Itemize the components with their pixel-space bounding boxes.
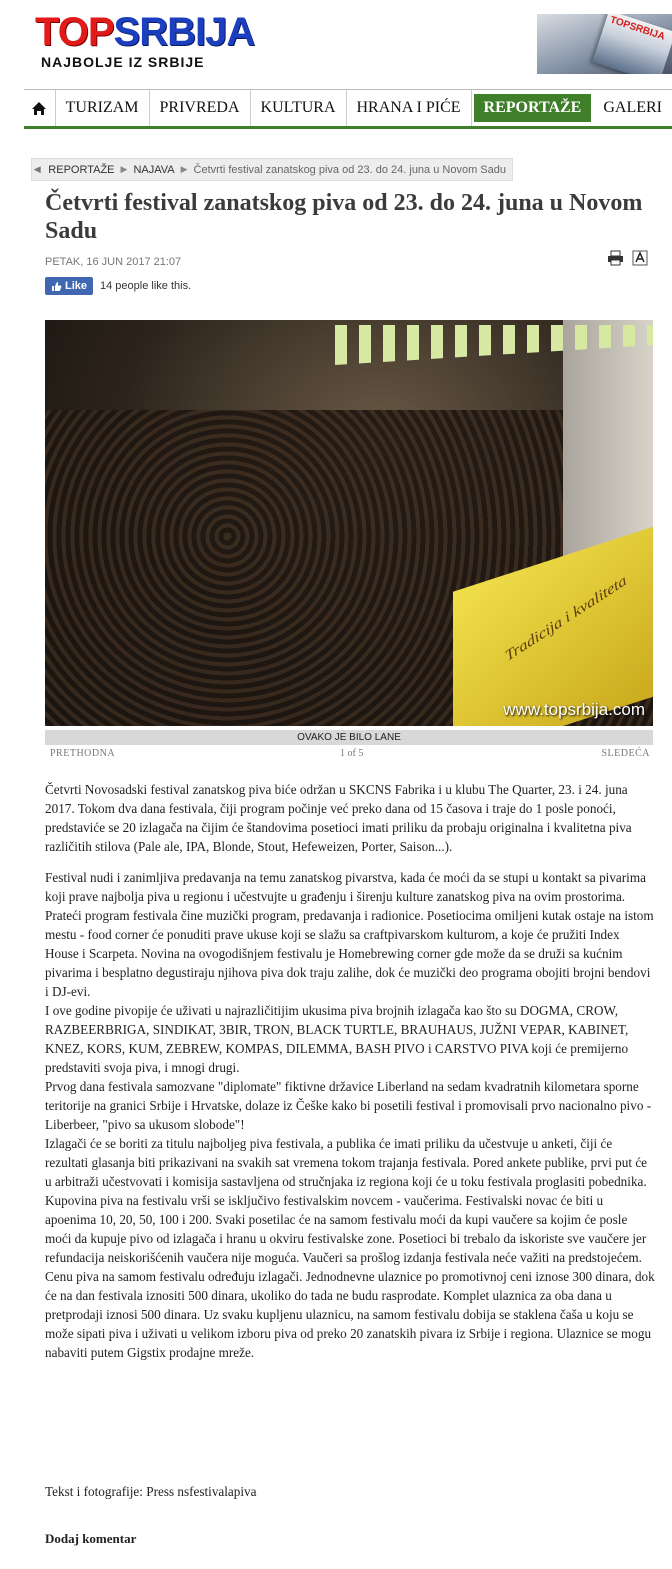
like-label: Like — [65, 280, 88, 292]
article-title: Četvrti festival zanatskog piva od 23. do 24. juna u Novom Sadu — [45, 190, 643, 244]
article-paragraph: Festival nudi i zanimljiva predavanja na temu zanatskog pivarstva, kada će moći da se stupi u kontakt sa pivarima koji prave najbolja piva u regionu i učestvujte u građenju i širenju kulture zanatskog piva na ovim prostorima. — [45, 870, 646, 904]
nav-item-galerija[interactable]: GALERI — [603, 99, 662, 116]
chevron-right-icon: ▶ — [180, 164, 188, 174]
article-paragraph: Prateći program festivala čine muzički program, predavanja i radionice. Posetiocima omiljeni kutak ostaje na istom mestu - food corner će ponuditi prave ukuse koji se slažu sa craftpivarskom kulturom, a koje će pružiti Index House i Scarpeta. Novina na ovogodišnjem festivalu je Homebrewing corner gde može da se druži sa kućnim pivarima i besplatno degustiraju njihova piva dok traju zalihe, dok će muzički deo programa obojiti brojni bendovi i DJ-evi. — [45, 908, 654, 999]
breadcrumb-current: Četvrti festival zanatskog piva od 23. do 24. juna u Novom Sadu — [193, 163, 506, 176]
nav-home[interactable] — [24, 90, 56, 126]
logo-tagline: NAJBOLJE IZ SRBIJE — [41, 54, 205, 70]
breadcrumb-item-reportaze[interactable]: REPORTAŽE — [48, 163, 115, 176]
breadcrumb-arrow-icon: ◀ — [33, 164, 41, 174]
article-paragraph: Prvog dana festivala samozvane "diplomate" fiktivne državice Liberland na sedam kvadratnih kilometara sporne teritorije na granici Srbije i Hrvatske, dolaze iz Češke kako bi posetili festival i promovisali prvo nacionalno pivo - Liberbeer, "pivo sa ukusom slobode"! — [45, 1079, 652, 1132]
facebook-like-button[interactable] — [45, 277, 93, 295]
like-count-text: 14 people like this. — [100, 280, 192, 292]
add-comment-heading: Dodaj komentar — [45, 1531, 137, 1546]
truck-text: Tradicija i kvaliteta — [503, 572, 629, 665]
gallery-counter: 1 of 5 — [340, 748, 364, 759]
nav-item-kultura[interactable]: KULTURA — [251, 90, 347, 126]
gallery-nav — [45, 748, 653, 762]
logo-srbija: SRBIJA — [113, 10, 255, 54]
article-paragraph: Izlagači će se boriti za titulu najboljeg piva festivala, a publika će imati priliku da učestvuje u anketi, čiji će rezultati glasanja biti prikazivani na svakih sat vremena tokom trajanja festivala. Pored ankete publike, prvi put će u arbitraži učestvovati i komisija sastavljena od stručnjaka iz regiona koji će u toku festivala proglasiti pobednika. — [45, 1136, 648, 1189]
article-tools — [607, 250, 648, 266]
gallery-photo[interactable] — [45, 320, 653, 726]
print-icon[interactable] — [607, 250, 624, 266]
gallery-caption: OVAKO JE BILO LANE — [45, 730, 653, 745]
article-paragraph: Kupovina piva na festivalu vrši se isključivo festivalskim novcem - vaučerima. Festivalski novac će biti u apoenima 10, 20, 50, 100 i 200. Svaki posetilac će na samom festivalu moći da kupi vaučere sa kojim će posle moći da kupuje pivo od izlagača i hranu u okviru festivalske zone. Posetioci bi trebalo da iskoriste sve vaučere jer refundacija neiskorišćenih vaučera nije moguća. Vaučeri sa prošlog izdanja festivala neće važiti na predstojećem. Cenu piva na samom festivalu određuju izlagači. Jednodnevne ulaznice po promotivnoj ceni iznose 300 dinara, dok će na dan festivala iznositi 500 dinara, ukoliko do tada ne budu rasprodate. Komplet ulaznica za oba dana u pretprodaji iznosi 500 dinara. Uz svaku kupljenu ulaznicu, na samom festivalu dobija se staklena čaša u koju se može sipati piva i uživati u velikom izboru piva od preko 20 zanatskih pivara iz Srbije i regiona. Ulaznice se mogu nabaviti putem Gigstix prodajne mreže. — [45, 1193, 655, 1360]
facebook-like-icon — [51, 281, 62, 292]
article-paragraph: I ove godine pivopije će uživati u najrazličitijim ukusima piva brojnih izlagača kao što su DOGMA, CROW, RAZBEERBRIGA, SINDIKAT, 3BIR, TRON, BLACK TURTLE, BRAUHAUS, JUŽNI VEPAR, KABINET, KNEZ, KORS, KUM, ZEBREW, KOMPAS, DILEMMA, BASH PIVO i CARSTVO PIVA koji će premijerno predstaviti svoja piva, i mnogi drugi. — [45, 1003, 629, 1075]
chevron-right-icon: ▶ — [120, 164, 128, 174]
gallery-prev-link[interactable]: PRETHODNA — [50, 748, 116, 759]
article-date: PETAK, 16 JUN 2017 21:07 — [45, 256, 182, 268]
text-size-icon[interactable] — [632, 250, 648, 266]
article-body — [45, 780, 656, 1362]
magazine-banner[interactable] — [537, 14, 672, 74]
article-credit: Tekst i fotografije: Press nsfestivalapiva — [45, 1484, 257, 1499]
breadcrumb-item-najava[interactable]: NAJAVA — [133, 163, 175, 176]
main-nav — [24, 89, 672, 129]
logo-top: TOP — [35, 10, 114, 54]
site-logo[interactable] — [35, 10, 255, 74]
photo-wall — [563, 320, 653, 560]
nav-item-hrana-i-pice[interactable]: HRANA I PIĆE — [347, 90, 472, 126]
breadcrumb — [31, 158, 513, 181]
facebook-like — [45, 277, 191, 295]
article-paragraph: Četvrti Novosadski festival zanatskog piva biće održan u SKCNS Fabrika i u klubu The Quarter, 23. i 24. juna 2017. Tokom dva dana festivala, čiji program počinje već preko dana od 15 časova i traje do 1 posle ponoći, predstaviće se 20 izlagača na čijim će štandovima posetioci imati priliku da probaju originalna i kvalitetna piva različitih stilova (Pale ale, IPA, Blonde, Stout, Hefeweizen, Porter, Saison...). — [45, 782, 632, 854]
nav-item-privreda[interactable]: PRIVREDA — [150, 90, 251, 126]
magazine-label: TOPSRBIJA — [608, 14, 667, 43]
magazine-cover — [592, 14, 672, 74]
photo-watermark: www.topsrbija.com — [503, 700, 645, 719]
nav-item-turizam[interactable]: TURIZAM — [56, 90, 150, 126]
nav-item-reportaze[interactable]: REPORTAŽE — [474, 94, 592, 122]
gallery-next-link[interactable]: SLEDEĆA — [601, 748, 650, 759]
home-icon — [31, 101, 47, 116]
